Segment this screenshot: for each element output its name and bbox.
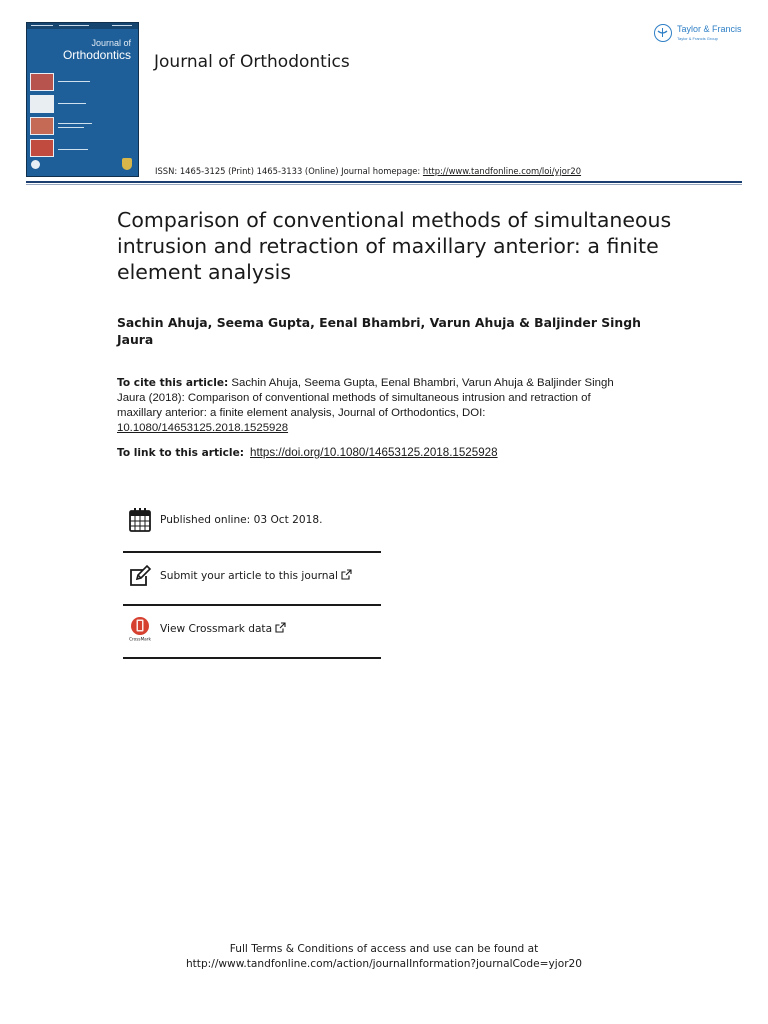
cover-text-line (58, 127, 84, 128)
crossmark-row[interactable] (123, 603, 381, 655)
publisher-logo[interactable] (654, 23, 746, 47)
cover-text-line (58, 81, 90, 82)
citation-text: Sachin Ahuja, Seema Gupta, Eenal Bhambri, Varun Ahuja & Baljinder Singh Jaura (2018): Comparison of conventional methods of simultaneous intrusion and retraction of maxillary anterior: a finite element analysis, Journal of Orthodontics, DOI: (117, 377, 614, 419)
header-rule (26, 181, 742, 183)
article-link-line (117, 446, 677, 459)
cover-text-line (58, 149, 88, 150)
journal-title[interactable]: Journal of Orthodontics (154, 52, 350, 72)
cover-journal-small: Journal of (91, 38, 131, 48)
issn-line (155, 166, 581, 176)
footer (0, 942, 768, 972)
journal-homepage-link[interactable]: http://www.tandfonline.com/loi/yjor20 (422, 166, 582, 176)
calendar-icon (128, 507, 152, 533)
cover-text-line (58, 103, 86, 104)
citation-label: To cite this article: (117, 377, 229, 389)
cover-top-bar (27, 23, 138, 29)
crossmark-icon (128, 616, 152, 642)
published-date: Published online: 03 Oct 2018. (160, 514, 323, 526)
crossmark-badge-text: CrossMark (129, 636, 151, 642)
footer-terms-link[interactable]: http://www.tandfonline.com/action/journalInformation?journalCode=yjor20 (185, 958, 583, 970)
citation-block (117, 376, 617, 436)
cover-thumbnail (30, 117, 54, 135)
article-title: Comparison of conventional methods of simultaneous intrusion and retraction of maxillary anterior: a finite element analysis (117, 208, 672, 284)
publisher-logo-icon (654, 24, 672, 42)
cover-publisher-logo (31, 160, 40, 169)
cover-thumbnail (30, 139, 54, 157)
journal-cover-image (26, 22, 139, 177)
article-link-label: To link to this article: (117, 447, 244, 459)
cover-thumbnail (30, 73, 54, 91)
edit-icon (128, 563, 152, 589)
cover-society-crest (122, 158, 132, 170)
cover-journal-big: Orthodontics (62, 48, 131, 62)
cover-thumbnail (30, 95, 54, 113)
footer-terms-text: Full Terms & Conditions of access and use can be found at (229, 943, 539, 955)
published-row (123, 494, 381, 546)
article-authors: Sachin Ahuja, Seema Gupta, Eenal Bhambri, Varun Ahuja & Baljinder Singh Jaura (117, 315, 641, 347)
article-doi-link[interactable]: https://doi.org/10.1080/14653125.2018.1525928 (250, 446, 498, 459)
issn-text: ISSN: 1465-3125 (Print) 1465-3133 (Online) Journal homepage: (155, 166, 423, 176)
publisher-group: Taylor & Francis Group (677, 36, 718, 41)
publisher-name: Taylor & Francis (677, 24, 742, 34)
crossmark-link[interactable] (160, 622, 286, 636)
submit-article-label: Submit your article to this journal (160, 570, 338, 582)
cover-text-line (58, 123, 92, 124)
header-rule-thin (26, 184, 742, 185)
info-divider (123, 657, 381, 659)
submit-article-link[interactable] (160, 569, 352, 583)
submit-article-row[interactable] (123, 550, 381, 602)
external-link-icon (341, 569, 352, 583)
crossmark-label: View Crossmark data (160, 623, 273, 635)
external-link-icon (275, 622, 286, 636)
citation-doi-link[interactable]: 10.1080/14653125.2018.1525928 (117, 422, 289, 434)
